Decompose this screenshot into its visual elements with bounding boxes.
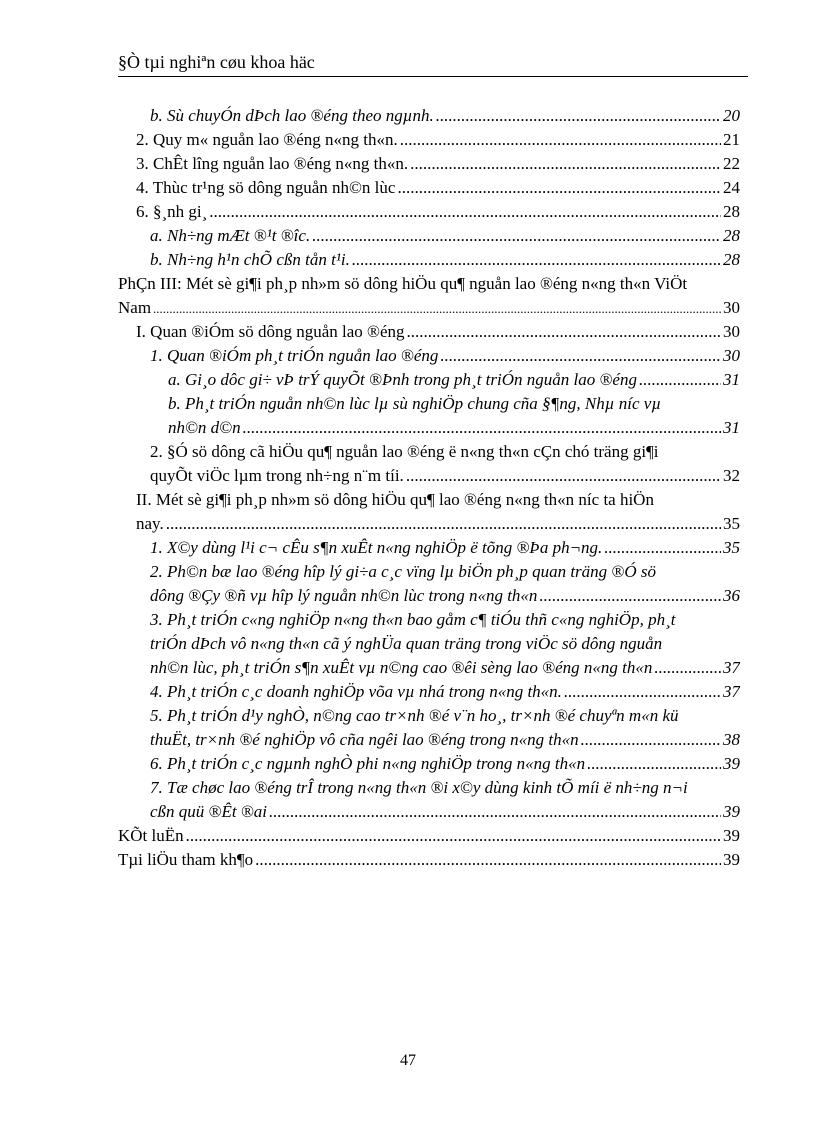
toc-page-number: 21 bbox=[723, 130, 740, 149]
toc-leader bbox=[436, 104, 721, 128]
toc-entry[interactable] bbox=[118, 536, 740, 560]
toc-page-number: 31 bbox=[723, 370, 740, 389]
toc-page-number: 35 bbox=[723, 514, 740, 533]
toc-entry-line[interactable]: 2. Ph©n bæ lao ®éng hîp lý gi÷a c¸c vïng lµ biÖn ph¸p quan träng ®Ó sö bbox=[150, 562, 656, 581]
toc-entry[interactable] bbox=[118, 368, 740, 392]
toc-leader bbox=[406, 464, 721, 488]
toc-page-number: 28 bbox=[723, 202, 740, 221]
toc-leader bbox=[410, 152, 721, 176]
toc-page-number: 22 bbox=[723, 154, 740, 173]
toc-leader bbox=[407, 320, 721, 344]
toc-entry-title: 1. Quan ®iÓm ph¸t triÓn nguån lao ®éng bbox=[150, 346, 439, 365]
toc-entry-title: 1. X©y dùng l¹i c¬ cÊu s¶n xuÊt n«ng nghiÖp ë tõng ®Þa ph¬ng. bbox=[150, 538, 603, 557]
toc-page-number: 32 bbox=[723, 466, 740, 485]
toc-entry[interactable] bbox=[118, 584, 740, 608]
toc-entry-title: a. Gi¸o dôc gi÷ vÞ trÝ quyÕt ®Þnh trong ph¸t triÓn nguån lao ®éng bbox=[168, 370, 637, 389]
toc-entry[interactable] bbox=[118, 224, 740, 248]
toc-entry-title: KÕt luËn bbox=[118, 826, 184, 845]
toc-entry[interactable] bbox=[118, 152, 740, 176]
toc-entry-title: nh©n d©n bbox=[168, 418, 241, 437]
toc-entry-line[interactable]: b. Ph¸t triÓn nguån nh©n lùc lµ sù nghiÖp chung cña §¶ng, Nhµ níc vµ bbox=[168, 394, 662, 413]
toc-entry-line[interactable]: triÓn dÞch vô n«ng th«n cã ý nghÜa quan träng trong viÖc sö dông nguån bbox=[150, 634, 663, 653]
toc-entry[interactable] bbox=[118, 344, 740, 368]
toc-page-number: 37 bbox=[723, 682, 740, 701]
toc-page-number: 39 bbox=[723, 802, 740, 821]
toc-leader bbox=[209, 200, 721, 224]
toc-entry[interactable] bbox=[118, 416, 740, 440]
toc-entry[interactable] bbox=[118, 200, 740, 224]
toc-entry-title: b. Nh÷ng h¹n chÕ cßn tån t¹i. bbox=[150, 250, 350, 269]
toc-page-number: 39 bbox=[723, 826, 740, 845]
toc-page-number: 28 bbox=[723, 250, 740, 269]
toc-entry-title: 6. §¸nh gi¸ bbox=[136, 202, 208, 221]
toc-entry-title: 2. Quy m« nguån lao ®éng n«ng th«n. bbox=[136, 130, 398, 149]
toc-leader bbox=[564, 680, 721, 704]
toc-entry-line[interactable]: 3. Ph¸t triÓn c«ng nghiÖp n«ng th«n bao gåm c¶ tiÓu thñ c«ng nghiÖp, ph¸t bbox=[150, 610, 676, 629]
toc-entry-line[interactable]: II. Mét sè gi¶i ph¸p nh»m sö dông hiÖu qu¶ lao ®éng n«ng th«n níc ta hiÖn bbox=[136, 490, 654, 509]
toc-leader bbox=[312, 224, 721, 248]
toc-entry-title: 4. Thùc tr¹ng sö dông nguån nh©n lùc bbox=[136, 178, 396, 197]
toc-entry-title: 4. Ph¸t triÓn c¸c doanh nghiÖp võa vµ nhá trong n«ng th«n. bbox=[150, 682, 562, 701]
toc-entry-title: Nam bbox=[118, 298, 152, 317]
toc-entry[interactable] bbox=[118, 656, 740, 680]
toc-entry-title: quyÕt viÖc lµm trong nh÷ng n¨m tíi. bbox=[150, 466, 404, 485]
toc-part-title[interactable]: PhÇn III: Mét sè gi¶i ph¸p nh»m sö dông hiÖu qu¶ nguån lao ®éng n«ng th«n ViÖt bbox=[118, 274, 688, 293]
toc-entry[interactable] bbox=[118, 248, 740, 272]
toc-entry[interactable] bbox=[118, 728, 740, 752]
toc-entry-title: Tµi liÖu tham kh¶o bbox=[118, 850, 254, 869]
toc-leader bbox=[539, 584, 721, 608]
toc-leader bbox=[153, 297, 721, 320]
toc-entry[interactable] bbox=[118, 128, 740, 152]
toc-page-number: 37 bbox=[723, 658, 740, 677]
toc-leader bbox=[269, 800, 721, 824]
table-of-contents bbox=[118, 104, 740, 872]
toc-entry[interactable] bbox=[118, 800, 740, 824]
toc-leader bbox=[255, 848, 721, 872]
toc-entry[interactable] bbox=[118, 176, 740, 200]
toc-leader bbox=[587, 752, 721, 776]
toc-page-number: 36 bbox=[723, 586, 740, 605]
toc-page-number: 38 bbox=[723, 730, 740, 749]
toc-page-number: 30 bbox=[723, 298, 740, 317]
toc-leader bbox=[166, 512, 721, 536]
toc-entry-title: nh©n lùc, ph¸t triÓn s¶n xuÊt vµ n©ng cao ®êi sèng lao ®éng n«ng th«n bbox=[150, 658, 653, 677]
toc-entry-title: I. Quan ®iÓm sö dông nguån lao ®éng bbox=[136, 322, 405, 341]
toc-entry-line[interactable]: 5. Ph¸t triÓn d¹y nghÒ, n©ng cao tr×nh ®é v¨n ho¸, tr×nh ®é chuyªn m«n kü bbox=[150, 706, 679, 725]
toc-entry[interactable] bbox=[118, 296, 740, 320]
toc-entry-title: 3. ChÊt lîng nguån lao ®éng n«ng th«n. bbox=[136, 154, 409, 173]
toc-entry-title: thuËt, tr×nh ®é nghiÖp vô cña ngêi lao ®éng trong n«ng th«n bbox=[150, 730, 579, 749]
toc-entry[interactable] bbox=[118, 752, 740, 776]
toc-entry-title: cßn quü ®Êt ®ai bbox=[150, 802, 267, 821]
toc-entry-title: nay. bbox=[136, 514, 164, 533]
page-number: 47 bbox=[400, 1052, 416, 1069]
toc-leader bbox=[639, 368, 721, 392]
toc-page-number: 24 bbox=[723, 178, 740, 197]
toc-entry-title: b. Sù chuyÓn dÞch lao ®éng theo ngµnh. bbox=[150, 106, 434, 125]
toc-entry-title: 6. Ph¸t triÓn c¸c ngµnh nghÒ phi n«ng nghiÖp trong n«ng th«n bbox=[150, 754, 586, 773]
toc-page-number: 20 bbox=[723, 106, 740, 125]
toc-page-number: 30 bbox=[723, 346, 740, 365]
toc-entry[interactable] bbox=[118, 320, 740, 344]
toc-leader bbox=[186, 824, 721, 848]
toc-leader bbox=[243, 416, 721, 440]
toc-leader bbox=[604, 536, 721, 560]
toc-page-number: 39 bbox=[723, 850, 740, 869]
toc-entry[interactable] bbox=[118, 824, 740, 848]
toc-entry-line[interactable]: 7. Tæ chøc lao ®éng trÎ trong n«ng th«n ®i x©y dùng kinh tÕ míi ë nh÷ng n¬i bbox=[150, 778, 688, 797]
toc-leader bbox=[581, 728, 721, 752]
toc-entry-title: dông ®Çy ®ñ vµ hîp lý nguån nh©n lùc trong n«ng th«n bbox=[150, 586, 538, 605]
header-rule bbox=[118, 76, 748, 77]
toc-leader bbox=[400, 128, 721, 152]
toc-entry[interactable] bbox=[118, 104, 740, 128]
toc-page-number: 31 bbox=[723, 418, 740, 437]
toc-entry[interactable] bbox=[118, 848, 740, 872]
toc-entry-title: a. Nh÷ng mÆt ®¹t ®îc. bbox=[150, 226, 311, 245]
running-header: §Ò tµi nghiªn cøu khoa häc bbox=[118, 52, 315, 72]
toc-leader bbox=[654, 656, 721, 680]
toc-leader bbox=[352, 248, 721, 272]
toc-entry[interactable] bbox=[118, 680, 740, 704]
toc-leader bbox=[397, 176, 721, 200]
toc-page-number: 28 bbox=[723, 226, 740, 245]
toc-entry-line[interactable]: 2. §Ó sö dông cã hiÖu qu¶ nguån lao ®éng ë n«ng th«n cÇn chó träng gi¶i bbox=[150, 442, 659, 461]
toc-page-number: 35 bbox=[723, 538, 740, 557]
toc-page-number: 30 bbox=[723, 322, 740, 341]
toc-entry[interactable] bbox=[118, 464, 740, 488]
toc-entry[interactable] bbox=[118, 512, 740, 536]
toc-leader bbox=[440, 344, 721, 368]
toc-page-number: 39 bbox=[723, 754, 740, 773]
